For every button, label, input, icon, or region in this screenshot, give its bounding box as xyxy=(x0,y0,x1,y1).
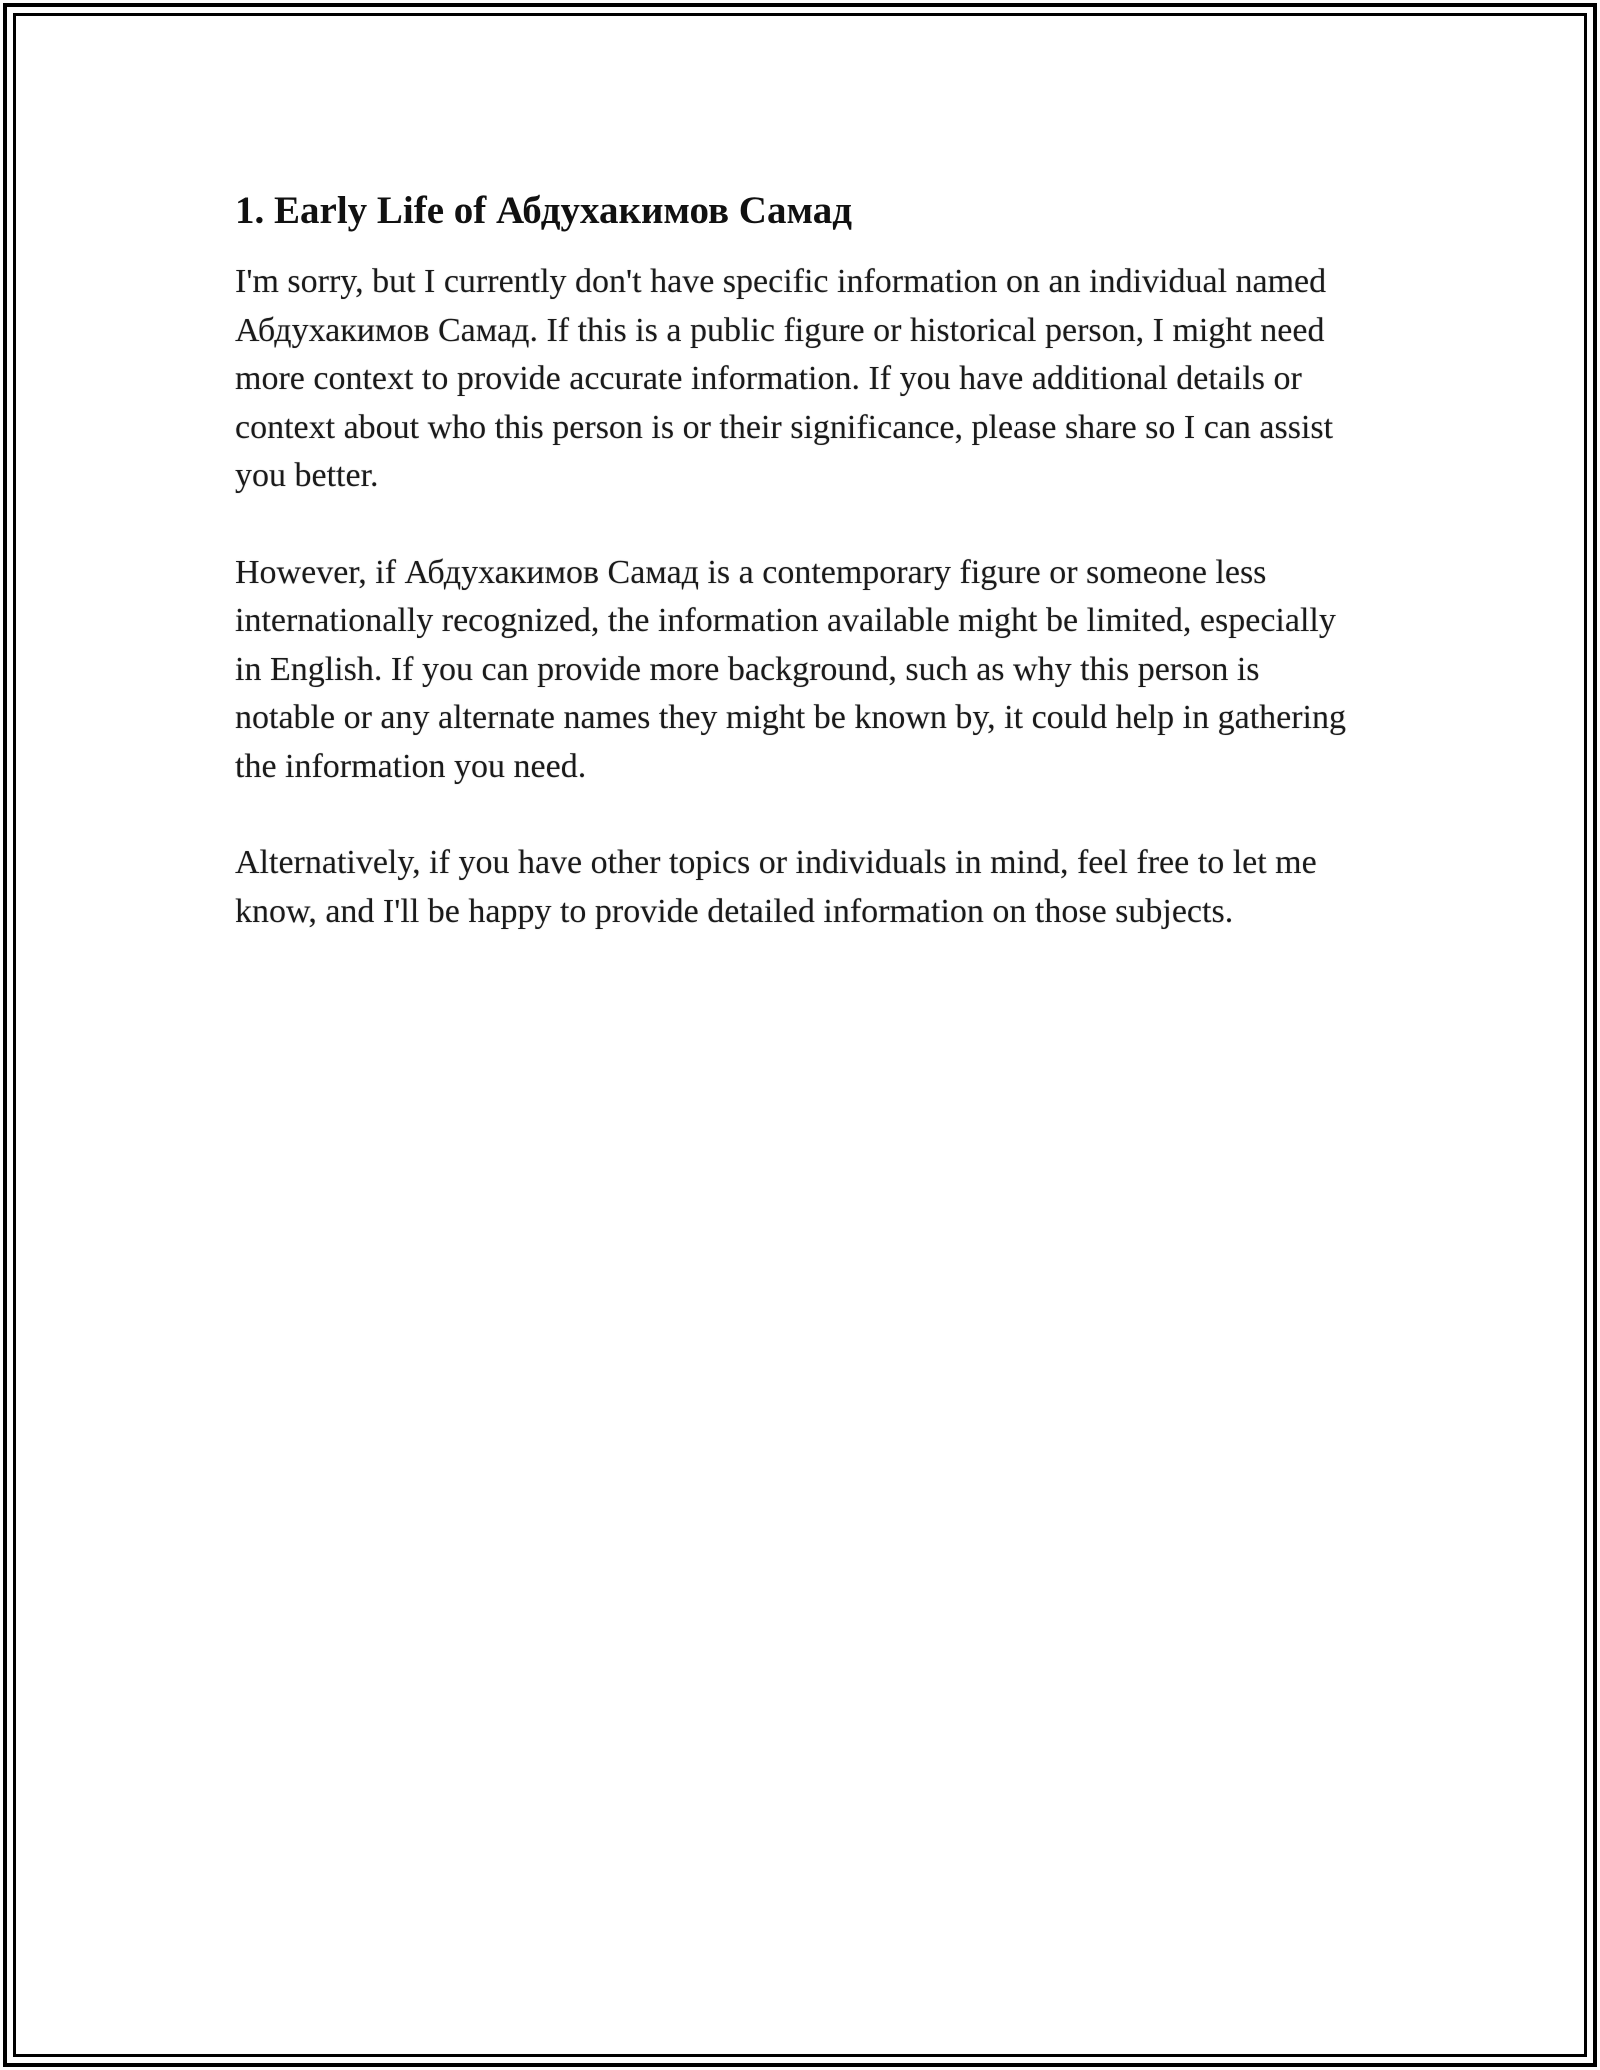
section-heading: 1. Early Life of Абдухакимов Самад xyxy=(235,189,852,232)
document-body xyxy=(235,186,1365,936)
paragraph-2: However, if Абдухакимов Самад is a contemporary figure or someone less internationally recognized, the information available might be limited, especially in English. If you can provide more background, such as why this person is notable or any alternate names they might be known by, it could help in gathering the information you need. xyxy=(235,553,1346,785)
paragraph-1: I'm sorry, but I currently don't have specific information on an individual named Абдухакимов Самад. If this is a public figure or historical person, I might need more context to provide accurate information. If you have additional details or context about who this person is or their significance, please share so I can assist you better. xyxy=(235,263,1334,494)
paragraph-3: Alternatively, if you have other topics or individuals in mind, feel free to let me know, and I'll be happy to provide detailed information on those subjects. xyxy=(235,844,1317,930)
